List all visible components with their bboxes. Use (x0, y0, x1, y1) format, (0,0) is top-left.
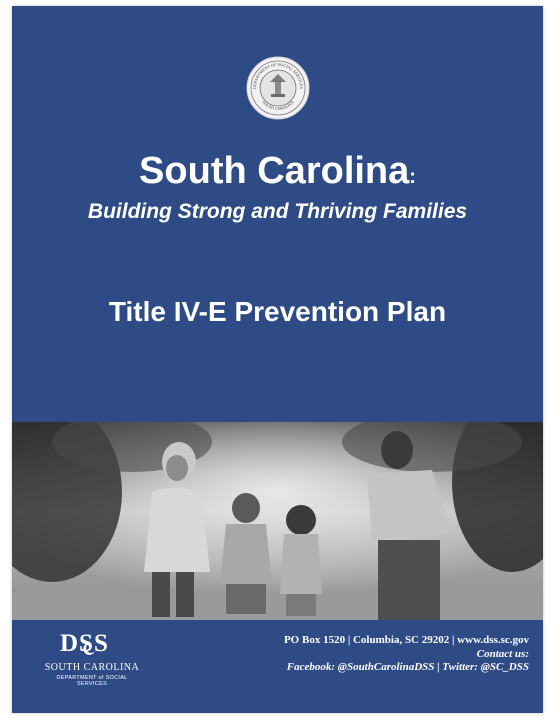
cover-title-text: South Carolina (139, 150, 410, 192)
cover-title-colon: : (409, 166, 416, 188)
contact-block (229, 634, 529, 675)
address-line: PO Box 1520 | Columbia, SC 29202 | www.dss.sc.gov (283, 634, 529, 646)
dss-logo-state: SOUTH CAROLINA (44, 662, 140, 673)
cover-hero (12, 6, 543, 422)
cover-title (12, 149, 543, 199)
seal-text-bottom: SOUTH CAROLINA (261, 99, 295, 112)
contact-label: Contact us: (476, 647, 529, 660)
state-seal-icon (246, 56, 310, 120)
cover-subtitle: Building Strong and Thriving Families (87, 200, 468, 223)
family-photo (12, 422, 543, 620)
seal-text-top: DEPARTMENT OF SOCIAL SERVICES (251, 61, 305, 89)
plan-title: Title IV-E Prevention Plan (108, 296, 447, 327)
dss-logo-text: DSS (60, 630, 109, 657)
social-line: Facebook: @SouthCarolinaDSS | Twitter: @SC_DSS (286, 661, 529, 673)
footer-bar (12, 620, 543, 713)
dss-logo-dept: DEPARTMENT of SOCIAL SERVICES (56, 675, 128, 687)
report-cover (12, 6, 543, 713)
